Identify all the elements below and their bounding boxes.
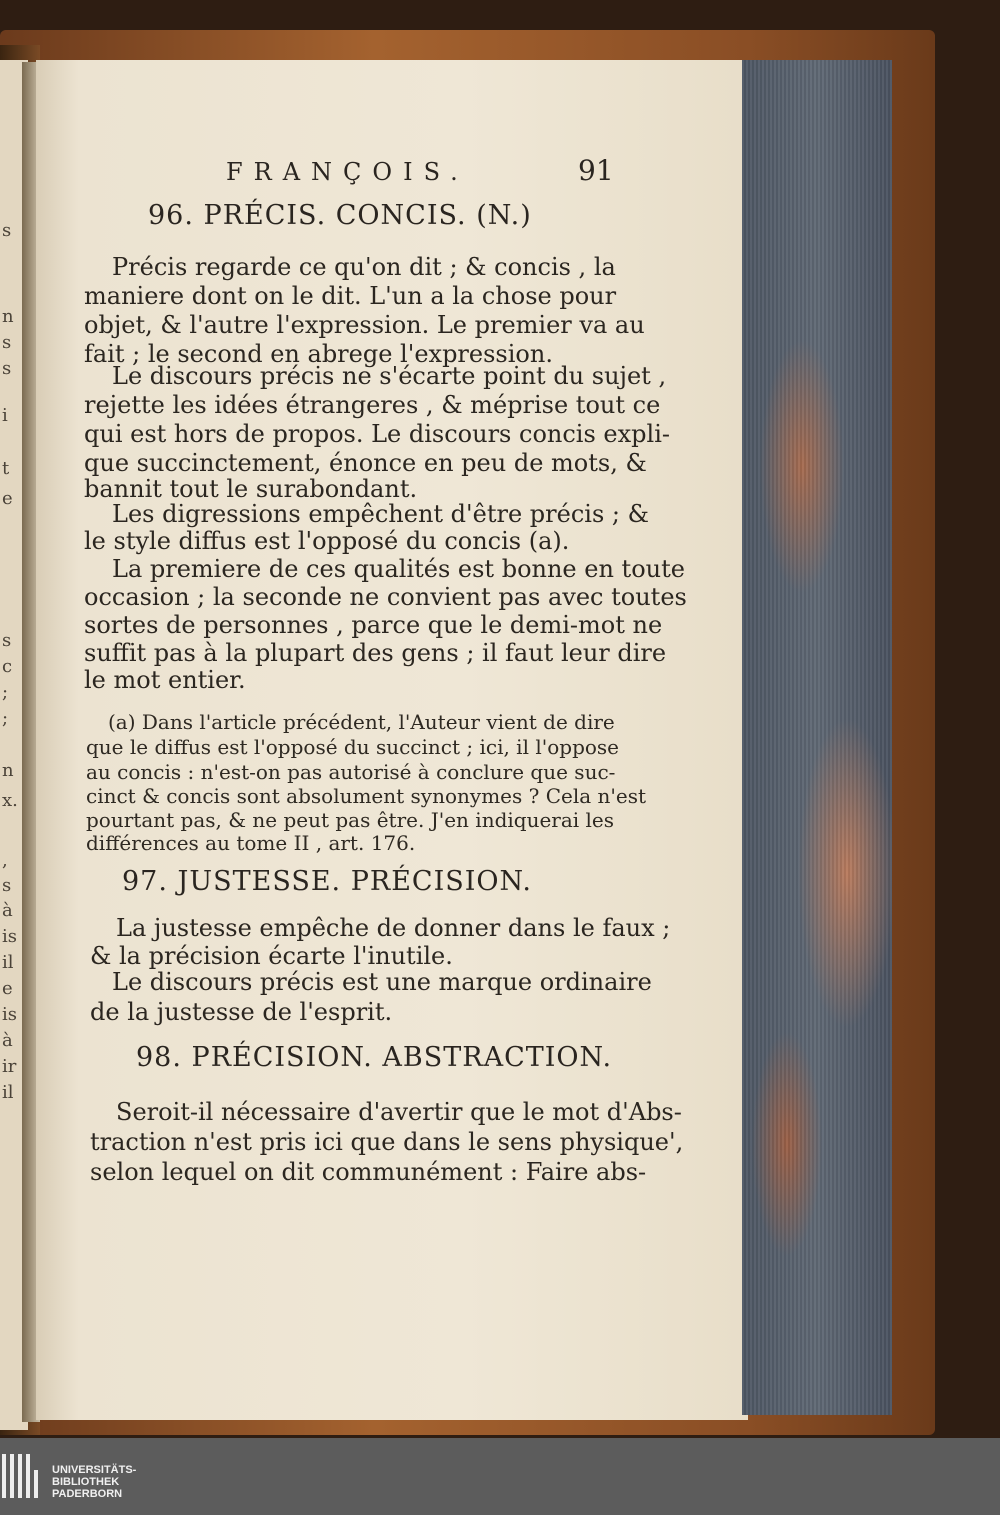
body-line: La premiere de ces qualités est bonne en toute xyxy=(112,555,685,583)
left-fragment: s xyxy=(2,220,12,241)
left-fragment: ; xyxy=(2,682,9,703)
left-fragment: s xyxy=(2,332,12,353)
section-heading-98: 98. PRÉCISION. ABSTRACTION. xyxy=(136,1042,613,1073)
body-line: sortes de personnes , parce que le demi-mot ne xyxy=(84,611,663,639)
left-fragment: n xyxy=(2,760,14,781)
footnote-line: différences au tome II , art. 176. xyxy=(86,831,416,855)
body-line: La justesse empêche de donner dans le faux ; xyxy=(116,914,671,942)
left-fragment: ir xyxy=(2,1056,17,1077)
body-line: selon lequel on dit communément : Faire abs- xyxy=(90,1158,647,1186)
footnote-line: que le diffus est l'opposé du succinct ; ici, il l'oppose xyxy=(86,735,620,759)
footnote-line: (a) Dans l'article précédent, l'Auteur vient de dire xyxy=(108,710,615,734)
left-fragment: t xyxy=(2,458,10,479)
left-fragment: il xyxy=(2,1082,14,1103)
body-line: rejette les idées étrangeres , & méprise tout ce xyxy=(84,391,661,419)
body-line: Précis regarde ce qu'on dit ; & concis , la xyxy=(112,253,616,281)
left-fragment: e xyxy=(2,488,13,509)
footnote-line: cinct & concis sont absolument synonymes ? Cela n'est xyxy=(86,784,647,808)
body-line: Le discours précis ne s'écarte point du sujet , xyxy=(112,362,667,390)
running-head: FRANÇOIS. xyxy=(226,158,469,186)
footnote-line: pourtant pas, & ne peut pas être. J'en indiquerai les xyxy=(86,808,615,832)
body-line: Le discours précis est une marque ordinaire xyxy=(112,968,652,996)
body-line: que succinctement, énonce en peu de mots, & xyxy=(84,449,647,477)
left-fragment: s xyxy=(2,630,12,651)
left-fragment: à xyxy=(2,1030,13,1051)
left-fragment: is xyxy=(2,1004,17,1025)
library-name-line: PADERBORN xyxy=(52,1488,123,1500)
body-line: Les digressions empêchent d'être précis ; & xyxy=(112,500,649,528)
library-name-line: BIBLIOTHEK xyxy=(52,1476,120,1488)
section-heading-97: 97. JUSTESSE. PRÉCISION. xyxy=(122,866,533,897)
left-fragment: i xyxy=(2,405,8,426)
body-line: & la précision écarte l'inutile. xyxy=(90,942,453,970)
body-line: de la justesse de l'esprit. xyxy=(90,998,393,1026)
left-fragment: is xyxy=(2,926,17,947)
left-fragment: e xyxy=(2,978,13,999)
left-fragment: il xyxy=(2,952,14,973)
left-fragment: s xyxy=(2,358,12,379)
left-fragment: x. xyxy=(2,790,18,811)
library-name-line: UNIVERSITÄTS- xyxy=(52,1464,137,1476)
library-footer-bar xyxy=(0,1438,1000,1515)
body-line: objet, & l'autre l'expression. Le premier va au xyxy=(84,311,645,339)
left-fragment: à xyxy=(2,900,13,921)
left-fragment: n xyxy=(2,306,14,327)
body-line: maniere dont on le dit. L'un a la chose pour xyxy=(84,282,617,310)
body-line: suffit pas à la plupart des gens ; il faut leur dire xyxy=(84,639,667,667)
library-logo-icon xyxy=(2,1454,44,1498)
body-line: fait ; le second en abrege l'expression. xyxy=(84,340,553,368)
body-line: qui est hors de propos. Le discours concis expli- xyxy=(84,420,670,448)
body-line: le mot entier. xyxy=(84,666,246,694)
body-line: occasion ; la seconde ne convient pas avec toutes xyxy=(84,583,687,611)
body-line: bannit tout le surabondant. xyxy=(84,475,418,503)
library-name xyxy=(52,1464,136,1500)
section-heading-96: 96. PRÉCIS. CONCIS. (N.) xyxy=(148,200,532,231)
body-line: traction n'est pris ici que dans le sens physique', xyxy=(90,1128,684,1156)
page-edges-marbled xyxy=(742,60,892,1415)
footnote-line: au concis : n'est-on pas autorisé à conclure que suc- xyxy=(86,760,616,784)
body-line: le style diffus est l'opposé du concis (a). xyxy=(84,527,570,555)
page-number: 91 xyxy=(578,154,614,187)
left-fragment: , xyxy=(2,850,8,871)
left-fragment: c xyxy=(2,656,13,677)
body-line: Seroit-il nécessaire d'avertir que le mot d'Abs- xyxy=(116,1098,682,1126)
left-fragment: ; xyxy=(2,708,9,729)
left-fragment: s xyxy=(2,875,12,896)
